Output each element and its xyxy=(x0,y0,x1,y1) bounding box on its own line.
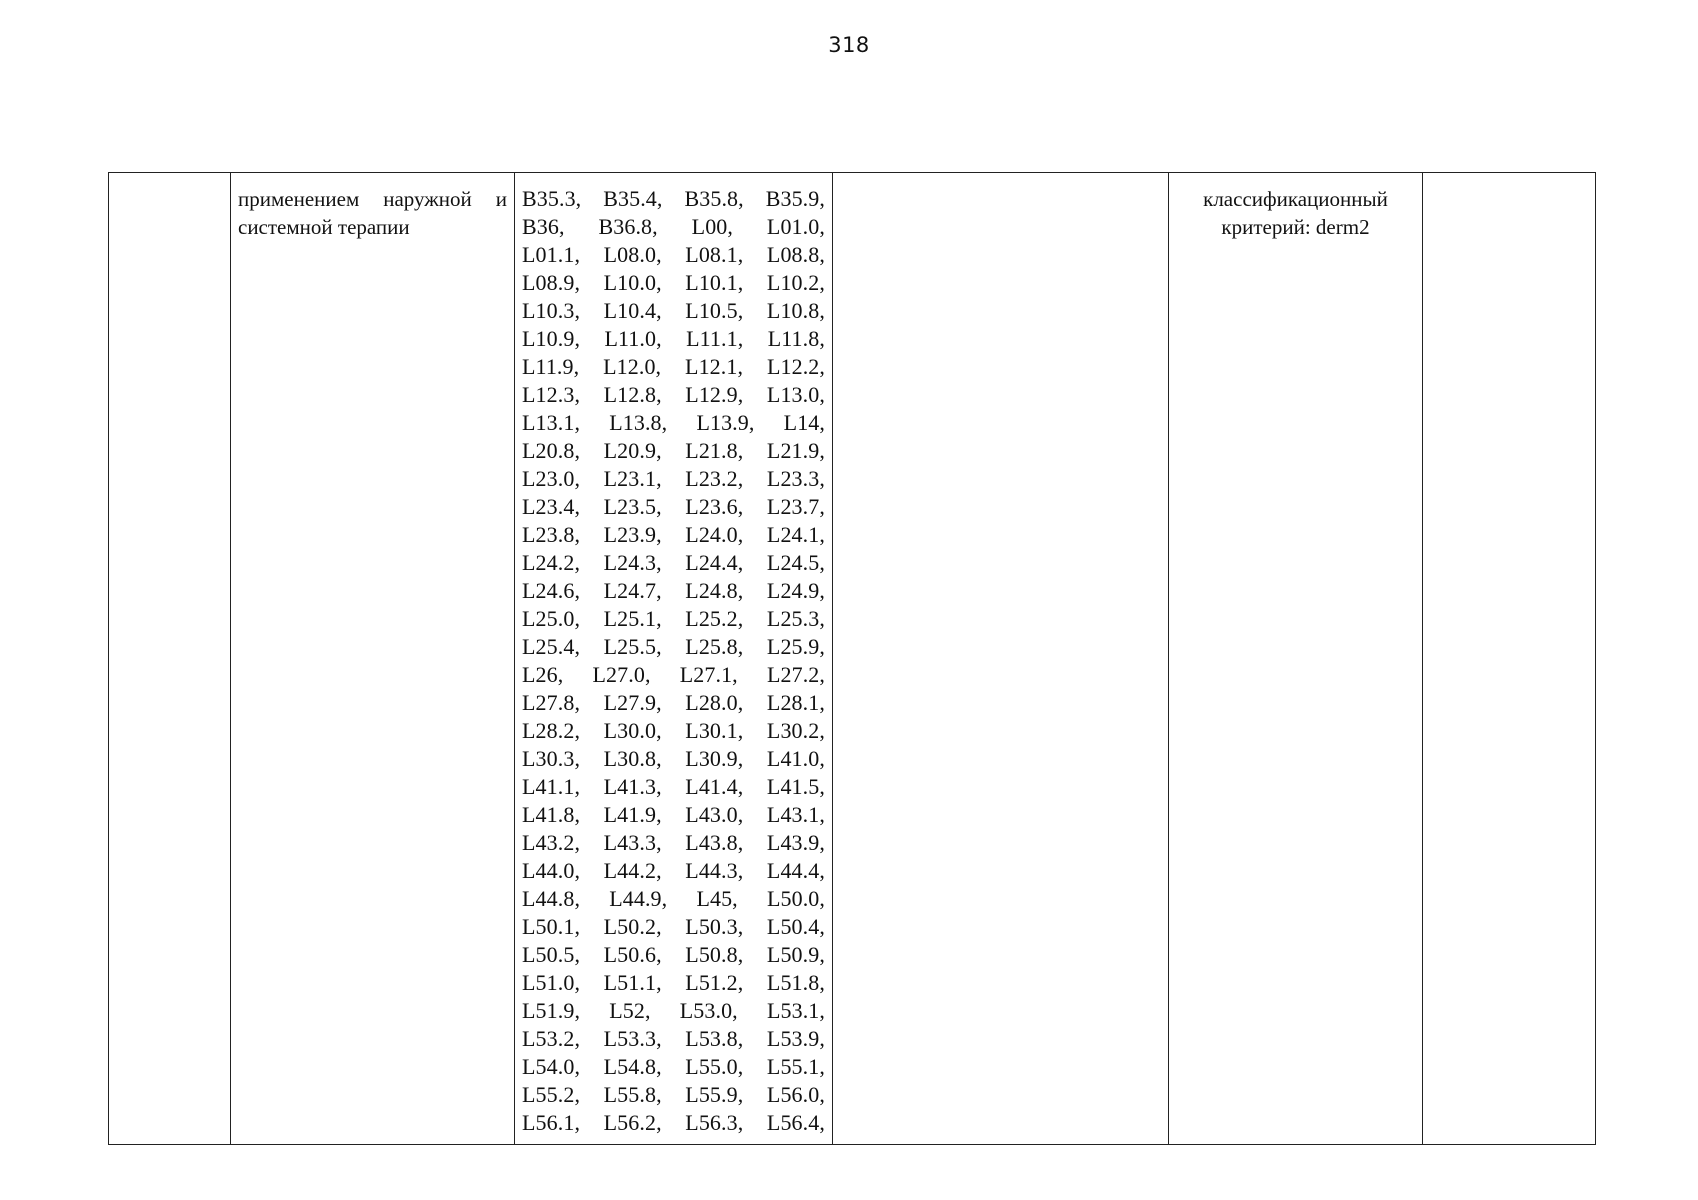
icd-code: L27.2, xyxy=(766,662,825,687)
icd-code: L08.8, xyxy=(766,242,825,267)
icd-code: L21.9, xyxy=(766,438,825,463)
icd-code-row xyxy=(522,381,825,409)
icd-code: L23.0, xyxy=(522,466,581,491)
icd-code: L13.8, xyxy=(609,410,668,435)
icd-code: L55.8, xyxy=(603,1082,662,1107)
icd-code: L23.5, xyxy=(603,494,662,519)
icd-code: L25.4, xyxy=(522,634,581,659)
icd-code: L41.1, xyxy=(522,774,581,799)
icd-code: L50.4, xyxy=(766,914,825,939)
icd-code: L55.9, xyxy=(685,1082,744,1107)
icd-code: L27.8, xyxy=(522,690,581,715)
icd-code-row xyxy=(522,857,825,885)
icd-code: L44.4, xyxy=(766,858,825,883)
icd-code-row xyxy=(522,465,825,493)
icd-code: L13.1, xyxy=(522,410,581,435)
empty-cell-first xyxy=(109,173,231,1145)
page-number: 318 xyxy=(828,33,870,57)
icd-code: L26, xyxy=(522,662,564,687)
icd-code: B36, xyxy=(522,214,565,239)
icd-code: L08.1, xyxy=(685,242,744,267)
icd-code: L41.9, xyxy=(603,802,662,827)
icd-code: L23.4, xyxy=(522,494,581,519)
icd-code: L30.9, xyxy=(685,746,744,771)
icd-code-row xyxy=(522,577,825,605)
icd-code: L11.9, xyxy=(522,354,580,379)
icd-code-row xyxy=(522,633,825,661)
icd-code: L12.9, xyxy=(685,382,744,407)
icd-code: L54.0, xyxy=(522,1054,581,1079)
icd-code: L12.8, xyxy=(603,382,662,407)
icd-code: L24.1, xyxy=(766,522,825,547)
icd-code: L24.3, xyxy=(603,550,662,575)
description-cell xyxy=(231,173,515,1145)
icd-code: L50.6, xyxy=(603,942,662,967)
icd-code: L43.9, xyxy=(766,830,825,855)
icd-code: B35.9, xyxy=(765,186,825,211)
icd-code-list xyxy=(522,185,825,1137)
icd-code: L23.8, xyxy=(522,522,581,547)
icd-code: L24.4, xyxy=(685,550,744,575)
icd-code: L12.2, xyxy=(766,354,825,379)
icd-code: L23.9, xyxy=(603,522,662,547)
icd-code: L50.2, xyxy=(603,914,662,939)
icd-code: L25.8, xyxy=(685,634,744,659)
icd-code: L25.0, xyxy=(522,606,581,631)
icd-code: L50.0, xyxy=(766,886,825,911)
icd-code-row xyxy=(522,913,825,941)
icd-code: L30.0, xyxy=(603,718,662,743)
icd-code: L13.9, xyxy=(696,410,755,435)
icd-code: L41.8, xyxy=(522,802,581,827)
icd-code: L51.0, xyxy=(522,970,581,995)
icd-code: L14, xyxy=(783,410,825,435)
icd-code: L20.9, xyxy=(603,438,662,463)
icd-code-row xyxy=(522,773,825,801)
icd-code-row xyxy=(522,409,825,437)
icd-code: L28.1, xyxy=(766,690,825,715)
icd-code: L25.5, xyxy=(603,634,662,659)
icd-code: L55.2, xyxy=(522,1082,581,1107)
icd-code-row xyxy=(522,185,825,213)
icd-code: L23.1, xyxy=(603,466,662,491)
icd-code: L25.3, xyxy=(766,606,825,631)
icd-code: L56.0, xyxy=(766,1082,825,1107)
icd-code: L11.1, xyxy=(686,326,744,351)
icd-code: B36.8, xyxy=(598,214,658,239)
icd-code: L41.4, xyxy=(685,774,744,799)
icd-code: L21.8, xyxy=(685,438,744,463)
icd-code: L12.0, xyxy=(603,354,662,379)
icd-code: L12.3, xyxy=(522,382,581,407)
icd-code: L27.0, xyxy=(592,662,651,687)
icd-code: B35.4, xyxy=(603,186,663,211)
icd-code: L10.2, xyxy=(766,270,825,295)
icd-code: L10.9, xyxy=(522,326,581,351)
icd-code: L44.2, xyxy=(603,858,662,883)
icd-code-row xyxy=(522,1109,825,1137)
icd-code: L10.0, xyxy=(603,270,662,295)
icd-code-row xyxy=(522,493,825,521)
icd-code: L45, xyxy=(696,886,738,911)
icd-code: L23.2, xyxy=(685,466,744,491)
icd-code: L25.9, xyxy=(766,634,825,659)
icd-code: L11.0, xyxy=(604,326,662,351)
icd-code-row xyxy=(522,269,825,297)
icd-code-row xyxy=(522,437,825,465)
icd-code-row xyxy=(522,325,825,353)
icd-code: L25.1, xyxy=(603,606,662,631)
icd-code: L10.8, xyxy=(766,298,825,323)
icd-code: L53.9, xyxy=(766,1026,825,1051)
icd-code: L30.1, xyxy=(685,718,744,743)
icd-code-row xyxy=(522,353,825,381)
icd-code-row xyxy=(522,941,825,969)
icd-code-row xyxy=(522,997,825,1025)
icd-code-row xyxy=(522,521,825,549)
icd-code: L52, xyxy=(609,998,651,1023)
icd-code: L53.3, xyxy=(603,1026,662,1051)
icd-code: L44.3, xyxy=(685,858,744,883)
icd-code-row xyxy=(522,213,825,241)
criteria-line: классификационный xyxy=(1203,187,1388,211)
description-line: системной терапии xyxy=(238,215,410,239)
icd-code: L50.5, xyxy=(522,942,581,967)
criteria-line: критерий: derm2 xyxy=(1221,215,1370,239)
icd-code-row xyxy=(522,605,825,633)
icd-code: L01.0, xyxy=(766,214,825,239)
icd-code: L24.7, xyxy=(603,578,662,603)
icd-code: L43.3, xyxy=(603,830,662,855)
empty-cell-last xyxy=(1423,173,1596,1145)
icd-code-row xyxy=(522,1053,825,1081)
icd-code: L23.7, xyxy=(766,494,825,519)
icd-code: L51.8, xyxy=(766,970,825,995)
icd-code: L53.0, xyxy=(679,998,738,1023)
icd-code-row xyxy=(522,717,825,745)
icd-code: L24.8, xyxy=(685,578,744,603)
icd-code: L56.1, xyxy=(522,1110,581,1135)
icd-code: L55.0, xyxy=(685,1054,744,1079)
icd-code: L51.1, xyxy=(603,970,662,995)
icd-code: L56.2, xyxy=(603,1110,662,1135)
icd-code: L01.1, xyxy=(522,242,581,267)
icd-code: L43.1, xyxy=(766,802,825,827)
icd-code: L51.9, xyxy=(522,998,581,1023)
icd-code-row xyxy=(522,661,825,689)
icd-code-row xyxy=(522,1025,825,1053)
icd-code: L44.9, xyxy=(609,886,668,911)
icd-code-row xyxy=(522,745,825,773)
icd-code: L10.4, xyxy=(603,298,662,323)
icd-code: L28.0, xyxy=(685,690,744,715)
icd-codes-cell xyxy=(515,173,833,1145)
icd-code: L00, xyxy=(691,214,734,239)
icd-code: L43.0, xyxy=(685,802,744,827)
icd-code: L44.8, xyxy=(522,886,581,911)
icd-code: L54.8, xyxy=(603,1054,662,1079)
icd-code-row xyxy=(522,689,825,717)
icd-code: L24.2, xyxy=(522,550,581,575)
icd-code: L41.0, xyxy=(766,746,825,771)
icd-code: L41.3, xyxy=(603,774,662,799)
icd-code: L10.5, xyxy=(685,298,744,323)
icd-code: L11.8, xyxy=(767,326,825,351)
icd-code: L50.1, xyxy=(522,914,581,939)
icd-code: L20.8, xyxy=(522,438,581,463)
icd-code: L50.9, xyxy=(766,942,825,967)
icd-code: L55.1, xyxy=(766,1054,825,1079)
icd-code: L53.2, xyxy=(522,1026,581,1051)
icd-code: L53.8, xyxy=(685,1026,744,1051)
icd-code: L13.0, xyxy=(766,382,825,407)
criteria-cell xyxy=(1169,173,1423,1145)
icd-code-row xyxy=(522,969,825,997)
description-line: применением наружной и xyxy=(238,187,507,211)
icd-code: L41.5, xyxy=(766,774,825,799)
icd-code: L56.4, xyxy=(766,1110,825,1135)
icd-code: L56.3, xyxy=(685,1110,744,1135)
icd-code: L50.8, xyxy=(685,942,744,967)
icd-code: L30.3, xyxy=(522,746,581,771)
icd-code-row xyxy=(522,885,825,913)
icd-code: L53.1, xyxy=(766,998,825,1023)
icd-code-row xyxy=(522,1081,825,1109)
icd-code-row xyxy=(522,829,825,857)
classification-table xyxy=(108,172,1596,1145)
icd-code-row xyxy=(522,801,825,829)
icd-code: L24.9, xyxy=(766,578,825,603)
icd-code: B35.3, xyxy=(522,186,582,211)
icd-code: L10.3, xyxy=(522,298,581,323)
icd-code: L24.5, xyxy=(766,550,825,575)
icd-code: L08.0, xyxy=(603,242,662,267)
icd-code: L30.2, xyxy=(766,718,825,743)
icd-code: L28.2, xyxy=(522,718,581,743)
icd-code: L08.9, xyxy=(522,270,581,295)
empty-cell-middle xyxy=(833,173,1169,1145)
icd-code: L30.8, xyxy=(603,746,662,771)
icd-code-row xyxy=(522,549,825,577)
icd-code: B35.8, xyxy=(684,186,744,211)
icd-code: L43.8, xyxy=(685,830,744,855)
icd-code: L51.2, xyxy=(685,970,744,995)
icd-code: L24.0, xyxy=(685,522,744,547)
icd-code: L24.6, xyxy=(522,578,581,603)
icd-code: L25.2, xyxy=(685,606,744,631)
icd-code: L50.3, xyxy=(685,914,744,939)
icd-code: L43.2, xyxy=(522,830,581,855)
table-row xyxy=(109,173,1596,1145)
icd-code-row xyxy=(522,241,825,269)
icd-code: L44.0, xyxy=(522,858,581,883)
icd-code: L23.3, xyxy=(766,466,825,491)
icd-code: L23.6, xyxy=(685,494,744,519)
icd-code: L27.9, xyxy=(603,690,662,715)
icd-code: L12.1, xyxy=(685,354,744,379)
icd-code: L10.1, xyxy=(685,270,744,295)
icd-code: L27.1, xyxy=(679,662,738,687)
icd-code-row xyxy=(522,297,825,325)
